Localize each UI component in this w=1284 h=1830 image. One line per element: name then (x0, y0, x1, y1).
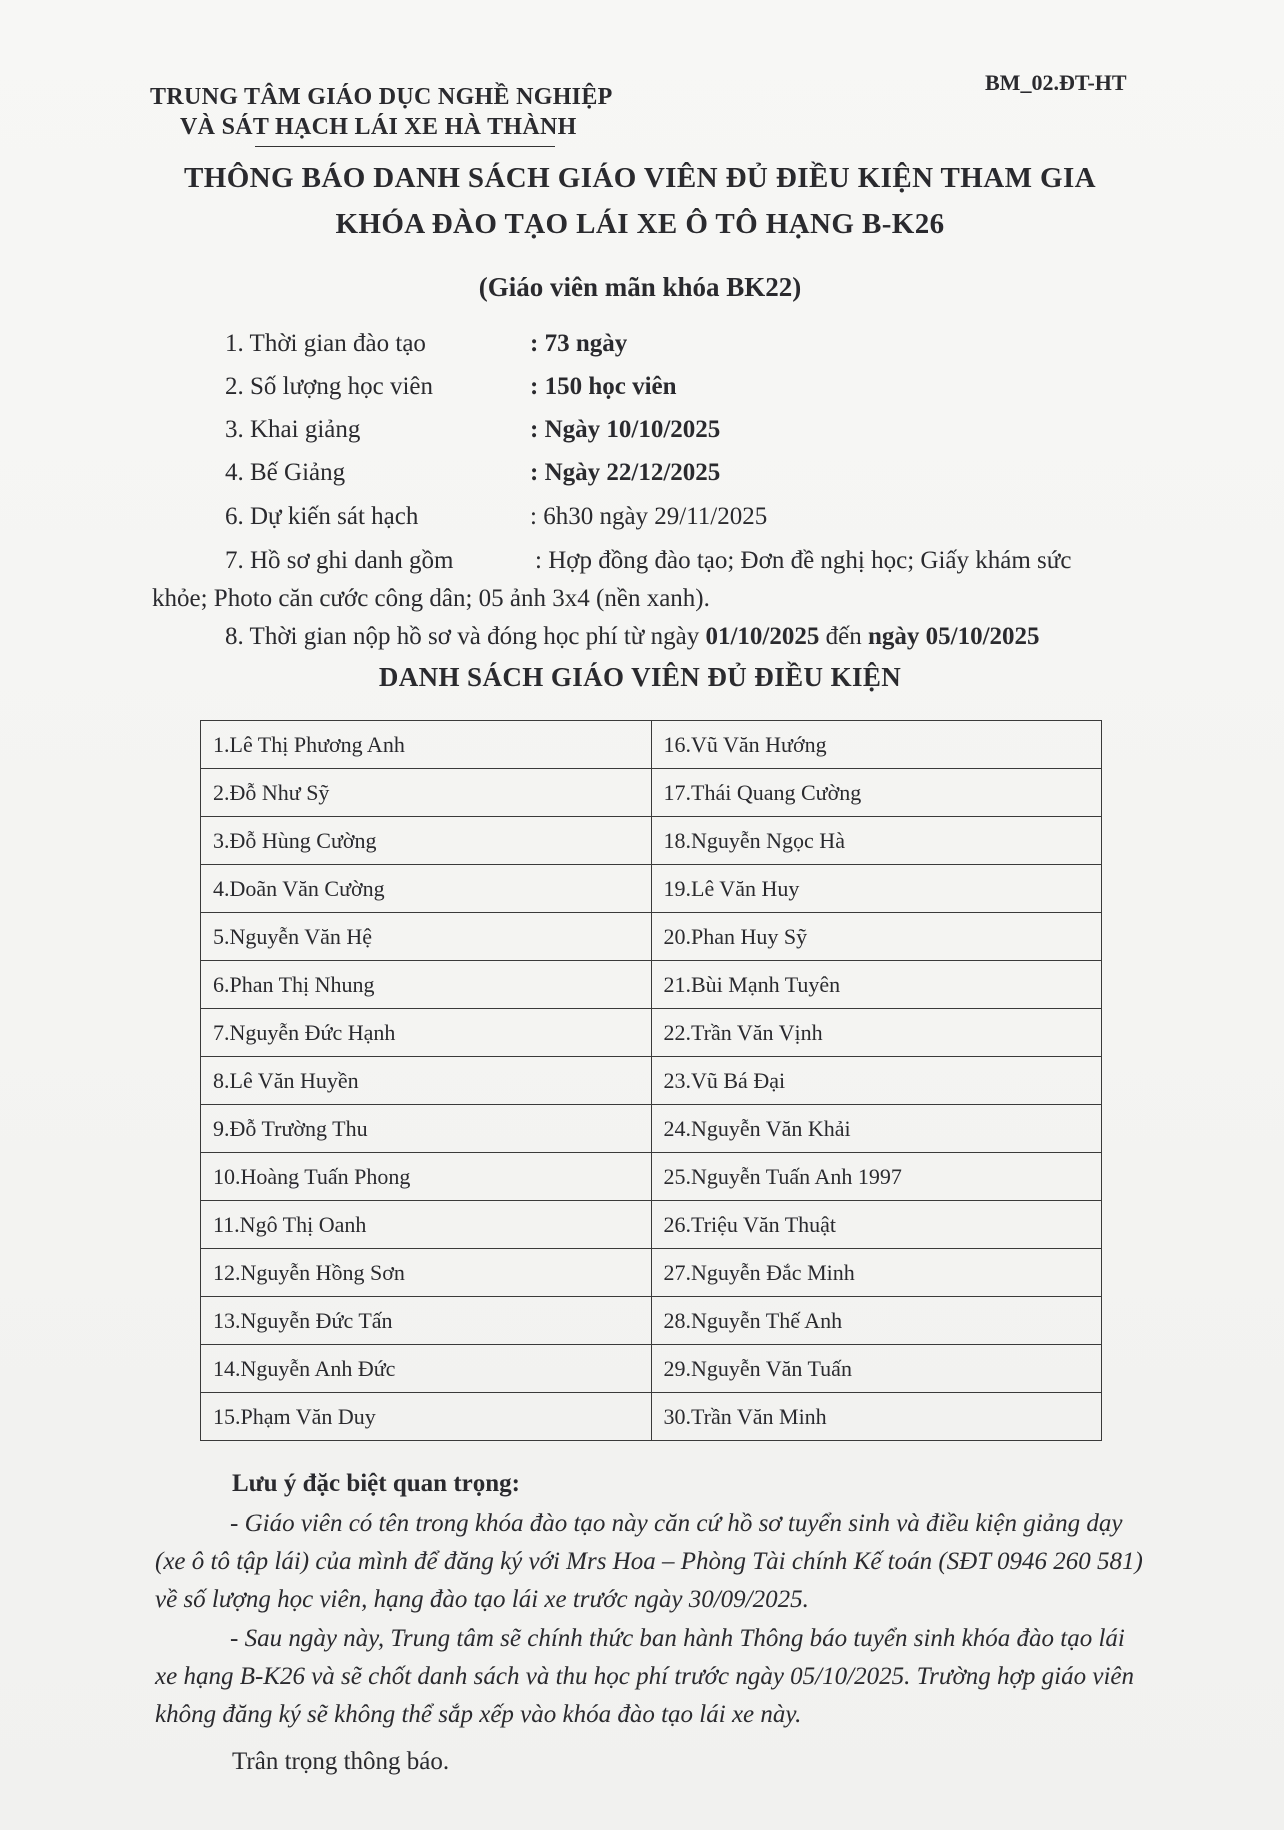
table-row (201, 1393, 1102, 1441)
table-row (201, 1345, 1102, 1393)
teacher-cell: 2.Đỗ Như Sỹ (201, 769, 652, 817)
info-value: : Ngày 10/10/2025 (530, 416, 721, 443)
important-note-paragraph-1: - Giáo viên có tên trong khóa đào tạo này căn cứ hồ sơ tuyển sinh và điều kiện giảng dạy (xe ô tô tập lái) của mình để đăng ký với Mrs Hoa – Phòng Tài chính Kế toán (SĐT 0946 260 581) về số lượng học viên, hạng đào tạo lái xe trước ngày 30/09/2025. (155, 1510, 1143, 1613)
form-code: BM_02.ĐT-HT (985, 70, 1127, 95)
org-line-1: TRUNG TÂM GIÁO DỤC NGHỀ NGHIỆP (150, 84, 613, 110)
teacher-cell: 17.Thái Quang Cường (651, 769, 1102, 817)
table-row (201, 913, 1102, 961)
closing-remark: Trân trọng thông báo. (232, 1748, 450, 1775)
teacher-cell: 1.Lê Thị Phương Anh (201, 721, 652, 769)
teacher-cell: 5.Nguyễn Văn Hệ (201, 913, 652, 961)
table-row (201, 961, 1102, 1009)
teacher-cell: 22.Trần Văn Vịnh (651, 1009, 1102, 1057)
teacher-cell: 18.Nguyễn Ngọc Hà (651, 817, 1102, 865)
submission-prefix: 8. Thời gian nộp hồ sơ và đóng học phí từ ngày (225, 623, 706, 650)
table-row (201, 1105, 1102, 1153)
teacher-cell: 6.Phan Thị Nhung (201, 961, 652, 1009)
table-row (201, 1201, 1102, 1249)
submission-date-from: 01/10/2025 (705, 623, 820, 650)
info-value: : 150 học viên (530, 373, 677, 400)
submission-date-to: ngày 05/10/2025 (867, 623, 1040, 650)
table-row (201, 1057, 1102, 1105)
teacher-cell: 14.Nguyễn Anh Đức (201, 1345, 652, 1393)
organization-name (150, 82, 670, 142)
teacher-cell: 12.Nguyễn Hồng Sơn (201, 1249, 652, 1297)
table-row (201, 817, 1102, 865)
teacher-cell: 23.Vũ Bá Đại (651, 1057, 1102, 1105)
teacher-cell: 15.Phạm Văn Duy (201, 1393, 652, 1441)
document-subtitle: (Giáo viên mãn khóa BK22) (478, 272, 802, 302)
submission-period (225, 623, 1040, 651)
teacher-cell: 19.Lê Văn Huy (651, 865, 1102, 913)
teacher-cell: 20.Phan Huy Sỹ (651, 913, 1102, 961)
teacher-cell: 21.Bùi Mạnh Tuyên (651, 961, 1102, 1009)
teacher-cell: 7.Nguyễn Đức Hạnh (201, 1009, 652, 1057)
info-label: 7. Hồ sơ ghi danh gồm (225, 547, 454, 574)
table-row (201, 1153, 1102, 1201)
submission-middle: đến (819, 623, 868, 650)
info-value: : Ngày 22/12/2025 (530, 459, 721, 486)
teacher-cell: 26.Triệu Văn Thuật (651, 1201, 1102, 1249)
teacher-cell: 10.Hoàng Tuấn Phong (201, 1153, 652, 1201)
info-value: : 73 ngày (530, 330, 628, 357)
registration-docs-continuation: khỏe; Photo căn cước công dân; 05 ảnh 3x4 (nền xanh). (152, 585, 710, 612)
teacher-cell: 28.Nguyễn Thế Anh (651, 1297, 1102, 1345)
info-label: 1. Thời gian đào tạo (225, 330, 426, 357)
table-row (201, 769, 1102, 817)
teacher-cell: 16.Vũ Văn Hướng (651, 721, 1102, 769)
table-row (201, 1009, 1102, 1057)
table-row (201, 865, 1102, 913)
info-value: : Hợp đồng đào tạo; Đơn đề nghị học; Giấy khám sức (535, 547, 1072, 574)
teacher-list-title: DANH SÁCH GIÁO VIÊN ĐỦ ĐIỀU KIỆN (378, 662, 902, 692)
info-label: 2. Số lượng học viên (225, 373, 434, 400)
teacher-cell: 24.Nguyễn Văn Khải (651, 1105, 1102, 1153)
teacher-cell: 25.Nguyễn Tuấn Anh 1997 (651, 1153, 1102, 1201)
table-row (201, 1297, 1102, 1345)
important-note-heading: Lưu ý đặc biệt quan trọng: (232, 1470, 520, 1497)
teacher-cell: 30.Trần Văn Minh (651, 1393, 1102, 1441)
teacher-cell: 8.Lê Văn Huyền (201, 1057, 652, 1105)
teacher-cell: 9.Đỗ Trường Thu (201, 1105, 652, 1153)
org-line-2: VÀ SÁT HẠCH LÁI XE HÀ THÀNH (180, 114, 577, 140)
teacher-cell: 27.Nguyễn Đắc Minh (651, 1249, 1102, 1297)
info-value: : 6h30 ngày 29/11/2025 (530, 503, 768, 530)
teacher-roster-table (200, 720, 1102, 1441)
table-row (201, 721, 1102, 769)
table-row (201, 1249, 1102, 1297)
teacher-cell: 3.Đỗ Hùng Cường (201, 817, 652, 865)
document-title-line-1: THÔNG BÁO DANH SÁCH GIÁO VIÊN ĐỦ ĐIỀU KIỆN THAM GIA (184, 162, 1096, 194)
teacher-cell: 13.Nguyễn Đức Tấn (201, 1297, 652, 1345)
document-title-line-2: KHÓA ĐÀO TẠO LÁI XE Ô TÔ HẠNG B-K26 (335, 208, 945, 240)
teacher-cell: 4.Doãn Văn Cường (201, 865, 652, 913)
teacher-cell: 29.Nguyễn Văn Tuấn (651, 1345, 1102, 1393)
info-label: 6. Dự kiến sát hạch (225, 503, 419, 530)
important-note-paragraph-2: - Sau ngày này, Trung tâm sẽ chính thức ban hành Thông báo tuyển sinh khóa đào tạo lái xe hạng B-K26 và sẽ chốt danh sách và thu học phí trước ngày 05/10/2025. Trường hợp giáo viên không đăng ký sẽ không thể sắp xếp vào khóa đào tạo lái xe này. (155, 1625, 1134, 1728)
teacher-cell: 11.Ngô Thị Oanh (201, 1201, 652, 1249)
info-label: 3. Khai giảng (225, 416, 361, 443)
info-label: 4. Bế Giảng (225, 459, 346, 486)
org-underline (255, 146, 555, 147)
